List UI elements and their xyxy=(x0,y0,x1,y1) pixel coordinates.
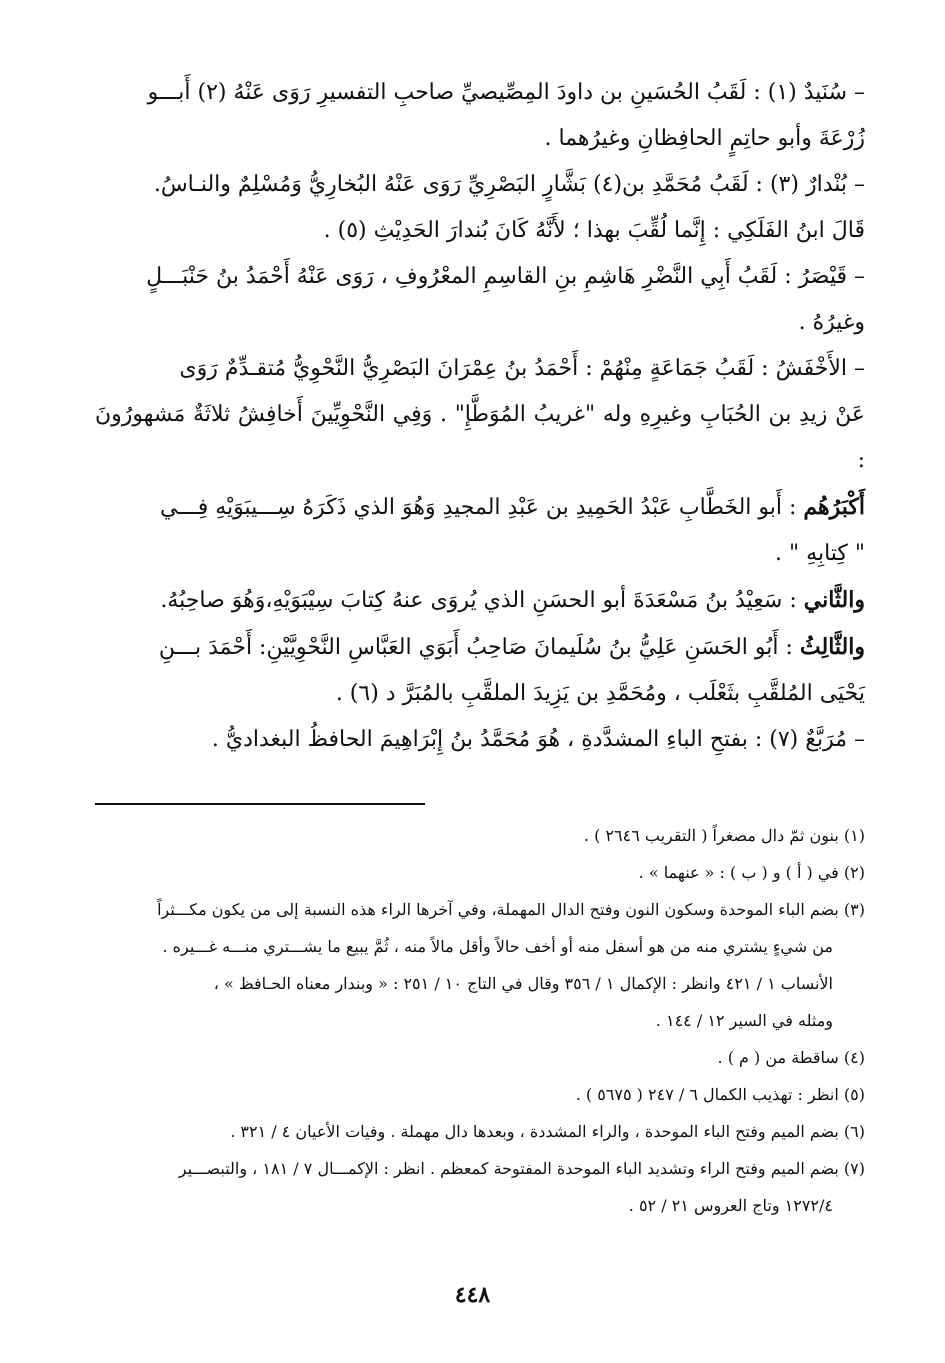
entry-murabba: – مُرَبَّعٌ (٧) : بفتحِ الباءِ المشدَّدةِ ، هُوَ مُحَمَّدُ بنُ إِبْرَاهِيمَ الحافظُ البغداديُّ . xyxy=(211,727,865,752)
akhfash-first-label: أَكْبَرُهُم xyxy=(803,494,865,520)
footnote-4: (٤) ساقطة من ( م ) . xyxy=(717,1048,865,1067)
footnote-3-cont: الأنساب ١ / ٤٢١ وانظر : الإكمال ١ / ٣٥٦ وقال في التاج ١٠ / ٢٥١ : « وبندار معناه الحـافظ » ، xyxy=(213,974,833,993)
entry-sunayd-cont: زُرْعَةَ وأبو حاتِمٍ الحافِظانِ وغيرُهما . xyxy=(544,126,865,151)
page-body xyxy=(95,70,865,1224)
akhfash-first-cont: " كِتابِهِ " . xyxy=(775,541,865,566)
entry-sunayd: – سُنَيدٌ (١) : لَقَبُ الحُسَينِ بن داودَ المِصِّيصيِّ صاحبِ التفسيرِ رَوَى عَنْهُ (٢) أَبـــو xyxy=(147,80,865,105)
footnote-separator xyxy=(95,803,425,805)
entry-bundar-cont: قَالَ ابنُ الفَلَكِي : إِنَّما لُقِّبَ بهذا ؛ لأَنَّهُ كَانَ بُندارَ الحَدِيْثِ (٥) . xyxy=(323,218,865,243)
main-text xyxy=(95,70,865,763)
akhfash-second-text: : سَعِيْدُ بنُ مَسْعَدَةَ أبو الحسَنِ الذي يُروَى عنهُ كِتابَ سِيْبَوَيْهِ،وَهُوَ صاحِبُهُ. xyxy=(160,588,804,613)
entry-akhfash: – الأَخْفَشُ : لَقَبُ جَمَاعَةٍ مِنْهُمْ : أَحْمَدُ بنُ عِمْرَانَ البَصْرِيُّ النَّحْوِيُّ مُتقـدِّمٌ رَوَى xyxy=(179,356,865,381)
footnote-3-cont: من شيءٍ يشتري منه من هو أسفل منه أو أخف حالاً وأقل مالاً منه ، ثُمَّ يبيع ما يشـــتري منـــه غـــيره . xyxy=(162,937,833,956)
entry-qaysar-cont: وغيرُهُ . xyxy=(798,310,865,335)
entry-bundar: – بُنْدارٌ (٣) : لَقَبُ مُحَمَّدِ بن(٤) بَشَّارٍ البَصْرِيِّ رَوَى عَنْهُ البُخارِيُّ وَمُسْلِمٌ والنـاسُ. xyxy=(153,172,865,197)
footnote-3-cont: ومثله في السير ١٢ / ١٤٤ . xyxy=(655,1011,833,1030)
footnote-6: (٦) بضم الميم وفتح الباء الموحدة ، والراء المشددة ، وبعدها دال مهملة . وفيات الأعيان ٤ / ٣٢١ . xyxy=(230,1122,865,1141)
footnote-1: (١) بنون ثمّ دال مصغراً ( التقريب ٢٦٤٦ ) . xyxy=(583,826,865,845)
footnote-5: (٥) انظر : تهذيب الكمال ٦ / ٢٤٧ ( ٥٦٧٥ ) . xyxy=(575,1085,865,1104)
entry-qaysar: – قَيْصَرُ : لَقَبُ أَبِي النَّضْرِ هَاشِمِ بنِ القاسِمِ المعْرُوفِ ، رَوَى عَنْهُ أَحْمَدُ بنُ حَنْبَـــلٍ xyxy=(146,264,865,289)
akhfash-third-label: والثَّالِثُ xyxy=(799,634,865,660)
akhfash-third xyxy=(95,624,865,671)
akhfash-first-text: : أَبو الخَطَّابِ عَبْدُ الحَمِيدِ بن عَبْدِ المجيدِ وَهُوَ الذي ذَكَرَهُ سِـــيبَوَيْهِ فِـــي xyxy=(160,495,804,520)
akhfash-second xyxy=(95,577,865,624)
akhfash-third-text: : أَبُو الحَسَنِ عَلِيُّ بنُ سُلَيمانَ صَاحِبُ أَبَوَي العَبَّاسِ النَّحْوِيَّيْنِ: أَحْمَدَ بـــنِ xyxy=(158,635,800,660)
footnotes xyxy=(95,817,865,1224)
footnote-7: (٧) بضم الميم وفتح الراء وتشديد الباء الموحدة المفتوحة كمعظم . انظر : الإكمـــال ٧ / ١٨١ ، والتبصـــير xyxy=(178,1159,865,1178)
footnote-3: (٣) بضم الباء الموحدة وسكون النون وفتح الدال المهملة، وفي آخرها الراء هذه النسبة إلى من يكون مكـــثراً xyxy=(157,900,865,919)
akhfash-second-label: والثَّاني xyxy=(803,587,865,613)
entry-akhfash-cont: عَنْ زيدِ بن الحُبَابِ وغيرِهِ وله "غريبُ المُوَطَّإِ" . وَفِي النَّحْوِيِّينَ أَخافِشُ ثلاثَةٌ مَشهورُونَ : xyxy=(95,402,865,473)
footnote-7-cont: ١٢٧٢/٤ وتاج العروس ٢١ / ٥٢ . xyxy=(628,1196,833,1215)
akhfash-third-cont: يَحْيَى المُلقَّبِ بثَعْلَب ، ومُحَمَّدِ بن يَزِيدَ الملقَّبِ بالمُبَرَّ د (٦) . xyxy=(335,681,865,706)
akhfash-first xyxy=(95,484,865,531)
footnote-2: (٢) في ( أ ) و ( ب ) : « عنهما » . xyxy=(638,863,865,882)
page-number: ٤٤٨ xyxy=(454,1282,491,1308)
